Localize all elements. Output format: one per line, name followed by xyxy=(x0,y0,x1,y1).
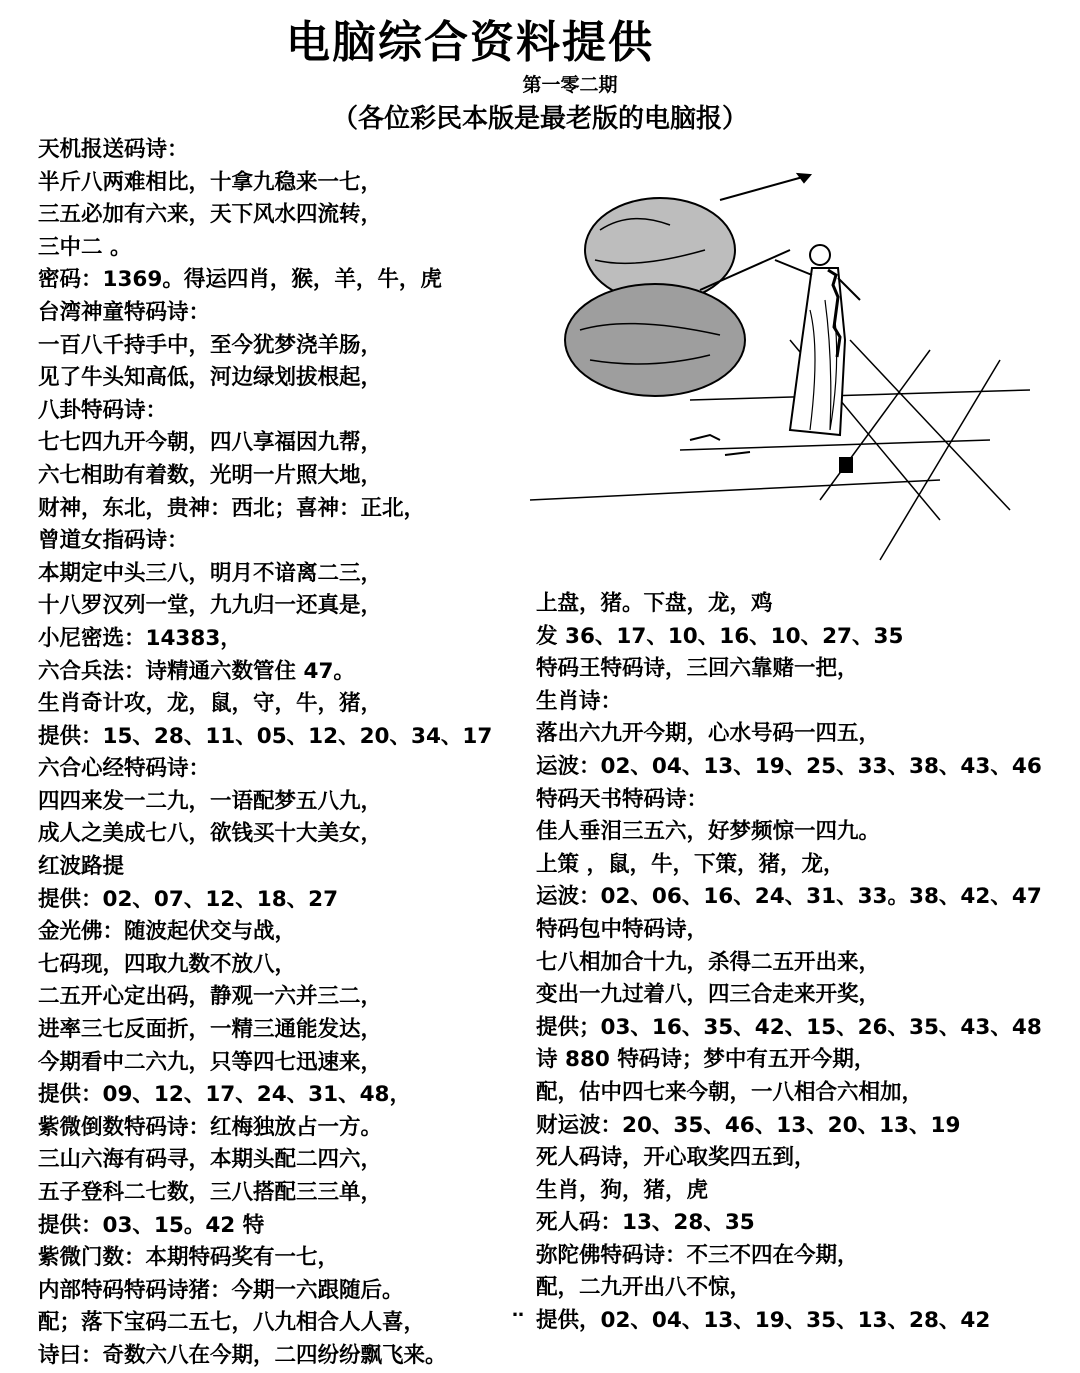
right-line: 上盘，猪。下盘，龙，鸡 xyxy=(536,591,773,616)
archer-illustration xyxy=(520,160,1040,580)
left-line: 成人之美成七八，欲钱买十大美女， xyxy=(38,821,383,847)
left-line: 提供：02、07、12、18、27 xyxy=(38,886,339,912)
right-line: 生肖，狗，猪，虎 xyxy=(536,1177,709,1203)
right-line: 特码王特码诗，三回六靠赌一把， xyxy=(536,656,859,682)
left-line: 提供：03、15。42 特 xyxy=(38,1212,265,1238)
right-column xyxy=(536,588,1056,1338)
right-line: 特码包中特码诗， xyxy=(536,916,709,942)
right-line: 财运波：20、35、46、13、20、13、19 xyxy=(536,1112,961,1138)
archer-figure xyxy=(775,245,860,435)
left-line: 一百八千持手中，至今犹梦浇羊肠， xyxy=(38,332,383,358)
right-line: 落出六九开今期，心水号码一四五， xyxy=(536,721,881,747)
right-line: 诗 880 特码诗；梦中有五开今期， xyxy=(536,1047,876,1073)
left-line: 曾道女指码诗： xyxy=(38,528,189,554)
left-line: 内部特码特码诗猪：今期一六跟随后。 xyxy=(38,1277,404,1303)
right-line: 弥陀佛特码诗：不三不四在今期， xyxy=(536,1242,859,1268)
left-line: 见了牛头知高低，河边绿划拔根起， xyxy=(38,365,383,391)
left-line: 本期定中头三八，明月不谙离二三， xyxy=(38,560,383,586)
left-line: 配；落下宝码二五七，八九相合人人喜， xyxy=(38,1310,426,1336)
left-line: 提供：15、28、11、05、12、20、34、17 xyxy=(38,723,493,749)
issue-number: 第一零二期 xyxy=(522,74,618,96)
right-line: 提供，02、04、13、19、35、13、28、42 xyxy=(536,1308,991,1334)
left-line: 天机报送码诗： xyxy=(38,137,189,162)
left-line: 六合心经特码诗： xyxy=(38,756,211,782)
left-line: 提供：09、12、17、24、31、48， xyxy=(38,1082,412,1108)
right-line: 七八相加合十九，杀得二五开出来， xyxy=(536,949,881,975)
lower-boulder xyxy=(565,284,745,396)
right-line: 变出一九过着八，四三合走来开奖， xyxy=(536,982,881,1008)
page-subtitle: （各位彩民本版是最老版的电脑报） xyxy=(331,104,748,134)
left-line: 六合兵法：诗精通六数管住 47。 xyxy=(38,658,355,684)
left-line: 八卦特码诗： xyxy=(38,397,168,423)
left-line: 半斤八两难相比，十拿九稳来一七， xyxy=(38,169,383,195)
left-line: 生肖奇计攻，龙，鼠，守，牛，猪， xyxy=(38,691,383,717)
left-line: 红波路提 xyxy=(38,854,125,880)
left-line: 密码：1369。得运四肖，猴，羊，牛，虎 xyxy=(38,267,442,293)
left-line: 紫微门数：本期特码奖有一七， xyxy=(38,1245,340,1271)
left-line: 紫微倒数特码诗：红梅独放占一方。 xyxy=(38,1114,383,1140)
left-line: 进率三七反面折，一精三通能发达， xyxy=(38,1017,383,1043)
right-line: 发 36、17、10、16、10、27、35 xyxy=(536,623,904,649)
left-line: 六七相助有着数，光明一片照大地， xyxy=(38,462,383,488)
left-line: 三中二 。 xyxy=(38,234,132,260)
right-line: 生肖诗： xyxy=(536,688,623,714)
right-line: 佳人垂泪三五六，好梦频惊一四九。 xyxy=(536,819,881,845)
left-line: 三五必加有六来，天下风水四流转， xyxy=(38,202,383,228)
left-line: 三山六海有码寻，本期头配二四六， xyxy=(38,1147,383,1173)
left-line: 诗曰：奇数六八在今期，二四纷纷飘飞来。 xyxy=(38,1342,447,1368)
left-column xyxy=(38,134,508,1373)
left-line: 台湾神童特码诗： xyxy=(38,299,211,325)
right-line: 特码天书特码诗： xyxy=(536,786,709,812)
decorative-dots: ‥ xyxy=(512,1300,525,1321)
right-line: 运波：02、06、16、24、31、33。38、42、47 xyxy=(536,884,1042,910)
right-line: 配，估中四七来今朝，一八相合六相加， xyxy=(536,1079,924,1105)
left-line: 二五开心定出码，静观一六并三二， xyxy=(38,984,383,1010)
left-line: 四四来发一二九，一语配梦五八九， xyxy=(38,788,383,814)
left-line: 财神，东北，贵神：西北；喜神：正北， xyxy=(38,495,426,521)
page-title: 电脑综合资料提供 xyxy=(286,17,654,68)
right-line: 死人码：13、28、35 xyxy=(536,1210,755,1236)
left-line: 金光佛：随波起伏交与战， xyxy=(38,919,297,945)
right-line: 运波：02、04、13、19、25、33、38、43、46 xyxy=(536,753,1042,779)
left-line: 七码现，四取九数不放八， xyxy=(38,951,297,977)
left-line: 小尼密选：14383， xyxy=(38,625,242,651)
left-line: 十八罗汉列一堂，九九归一还真是， xyxy=(38,593,383,619)
right-line: 提供；03、16、35、42、15、26、35、43、48 xyxy=(536,1014,1042,1040)
left-line: 七七四九开今朝，四八享福因九帮， xyxy=(38,430,383,456)
left-line: 五子登科二七数，三八搭配三三单， xyxy=(38,1180,383,1205)
right-line: 上策 ，鼠，牛，下策，猪，龙， xyxy=(536,851,845,877)
right-line: 死人码诗，开心取奖四五到， xyxy=(536,1145,816,1171)
left-line: 今期看中二六九，只等四七迅速来， xyxy=(38,1049,383,1075)
right-line: 配，二九开出八不惊， xyxy=(536,1275,752,1301)
